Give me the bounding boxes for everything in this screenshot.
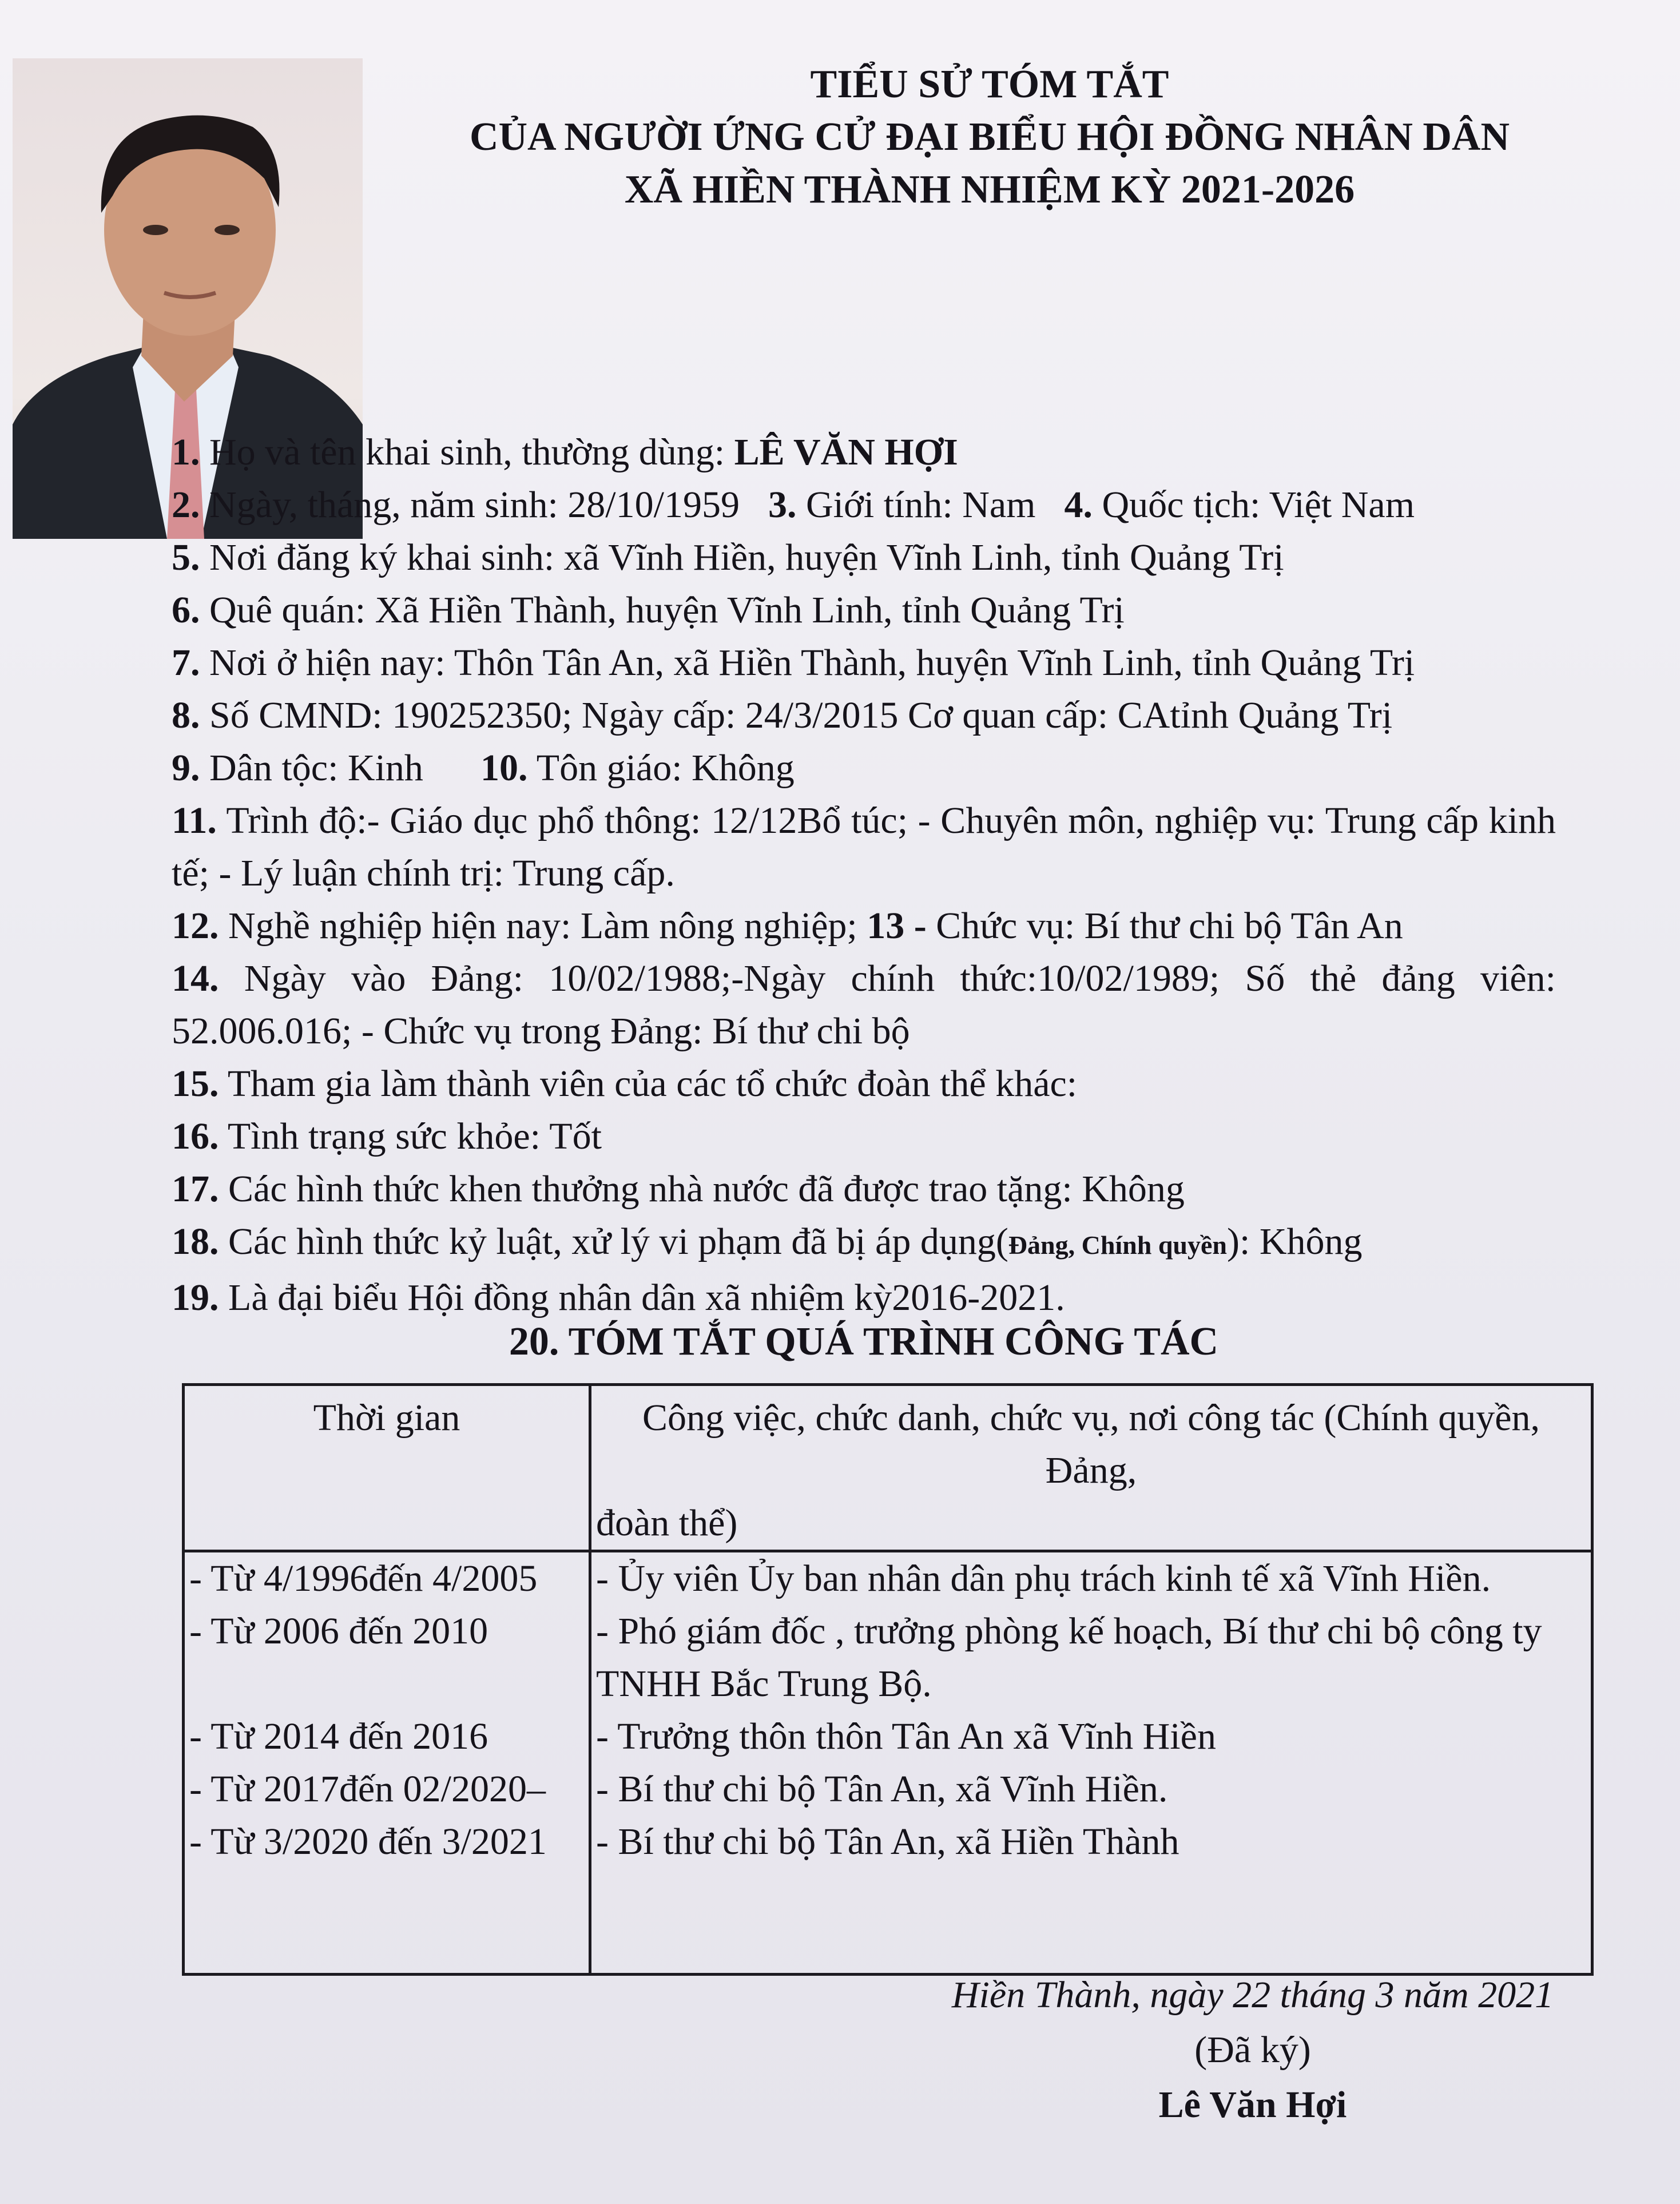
field-education: 11. Trình độ:- Giáo dục phổ thông: 12/12Bổ túc; - Chuyên môn, nghiệp vụ: Trung cấp kinh tế; - Lý luận chính trị: Trung cấp. (172, 800, 1556, 894)
field-birth-registration: 5. Nơi đăng ký khai sinh: xã Vĩnh Hiền, huyện Vĩnh Linh, tỉnh Quảng Trị (172, 537, 1284, 578)
work-history-table (182, 1383, 1594, 1976)
field-awards: 17. Các hình thức khen thưởng nhà nước đã được trao tặng: Không (172, 1168, 1185, 1210)
field-full-name: 1. Họ và tên khai sinh, thường dùng: LÊ VĂN HỢI (172, 431, 958, 473)
field-previous-term: 19. Là đại biểu Hội đồng nhân dân xã nhiệm kỳ2016-2021. (172, 1277, 1065, 1319)
job-item: - Trưởng thôn thôn Tân An xã Vĩnh Hiền (596, 1715, 1216, 1757)
job-column (590, 1551, 1592, 1975)
field-hometown: 6. Quê quán: Xã Hiền Thành, huyện Vĩnh Linh, tỉnh Quảng Trị (172, 589, 1125, 631)
time-item: - Từ 2006 đến 2010 (189, 1610, 488, 1652)
document-title (423, 58, 1556, 216)
header-job: Công việc, chức danh, chức vụ, nơi công tác (Chính quyền, Đảng, đoàn thể) (590, 1385, 1592, 1551)
time-item: - Từ 4/1996đến 4/2005 (189, 1558, 538, 1599)
field-ethnicity-religion: 9. Dân tộc: Kinh 10. Tôn giáo: Không (172, 747, 795, 789)
time-item: - Từ 2017đến 02/2020– (189, 1768, 546, 1810)
field-discipline: 18. Các hình thức kỷ luật, xử lý vi phạm đã bị áp dụng(Đảng, Chính quyền): Không (172, 1221, 1363, 1262)
field-birth-gender-nationality: 2. Ngày, tháng, năm sinh: 28/10/1959 3. Giới tính: Nam 4. Quốc tịch: Việt Nam (172, 484, 1415, 526)
field-organizations: 15. Tham gia làm thành viên của các tổ chức đoàn thể khác: (172, 1063, 1078, 1105)
field-id-card: 8. Số CMND: 190252350; Ngày cấp: 24/3/2015 Cơ quan cấp: CAtỉnh Quảng Trị (172, 694, 1393, 736)
job-item: - Bí thư chi bộ Tân An, xã Hiền Thành (596, 1821, 1179, 1863)
place-date: Hiền Thành, ngày 22 tháng 3 năm 2021 (951, 1974, 1554, 2016)
signer-name: Lê Văn Hợi (1158, 2084, 1347, 2126)
field-party-membership: 14. Ngày vào Đảng: 10/02/1988;-Ngày chính thức:10/02/1989; Số thẻ đảng viên: 52.006.016; - Chức vụ trong Đảng: Bí thư chi bộ (172, 958, 1556, 1052)
job-item: - Ủy viên Ủy ban nhân dân phụ trách kinh tế xã Vĩnh Hiền. (596, 1558, 1491, 1599)
biography-fields (172, 426, 1556, 1324)
time-column (184, 1551, 590, 1975)
title-line-3: XÃ HIỀN THÀNH NHIỆM KỲ 2021-2026 (624, 168, 1355, 212)
table-row (184, 1551, 1592, 1975)
header-time: Thời gian (184, 1385, 590, 1551)
job-item: - Bí thư chi bộ Tân An, xã Vĩnh Hiền. (596, 1768, 1168, 1810)
field-occupation-position: 12. Nghề nghiệp hiện nay: Làm nông nghiệp; 13 - Chức vụ: Bí thư chi bộ Tân An (172, 905, 1403, 947)
time-item: - Từ 3/2020 đến 3/2021 (189, 1821, 547, 1863)
field-current-residence: 7. Nơi ở hiện nay: Thôn Tân An, xã Hiền Thành, huyện Vĩnh Linh, tỉnh Quảng Trị (172, 642, 1415, 684)
time-item: - Từ 2014 đến 2016 (189, 1715, 488, 1757)
job-item: - Phó giám đốc , trưởng phòng kế hoạch, Bí thư chi bộ công ty TNHH Bắc Trung Bộ. (596, 1610, 1542, 1705)
signed-note: (Đã ký) (1194, 2029, 1311, 2071)
work-history-title: 20. TÓM TẮT QUÁ TRÌNH CÔNG TÁC (509, 1320, 1219, 1364)
signature-block (915, 1968, 1590, 2132)
full-name-value: LÊ VĂN HỢI (734, 431, 958, 473)
title-line-2: CỦA NGƯỜI ỨNG CỬ ĐẠI BIỂU HỘI ĐỒNG NHÂN DÂN (469, 115, 1510, 159)
title-line-1: TIỂU SỬ TÓM TẮT (810, 62, 1169, 106)
field-health: 16. Tình trạng sức khỏe: Tốt (172, 1115, 602, 1157)
table-header-row (184, 1385, 1592, 1551)
